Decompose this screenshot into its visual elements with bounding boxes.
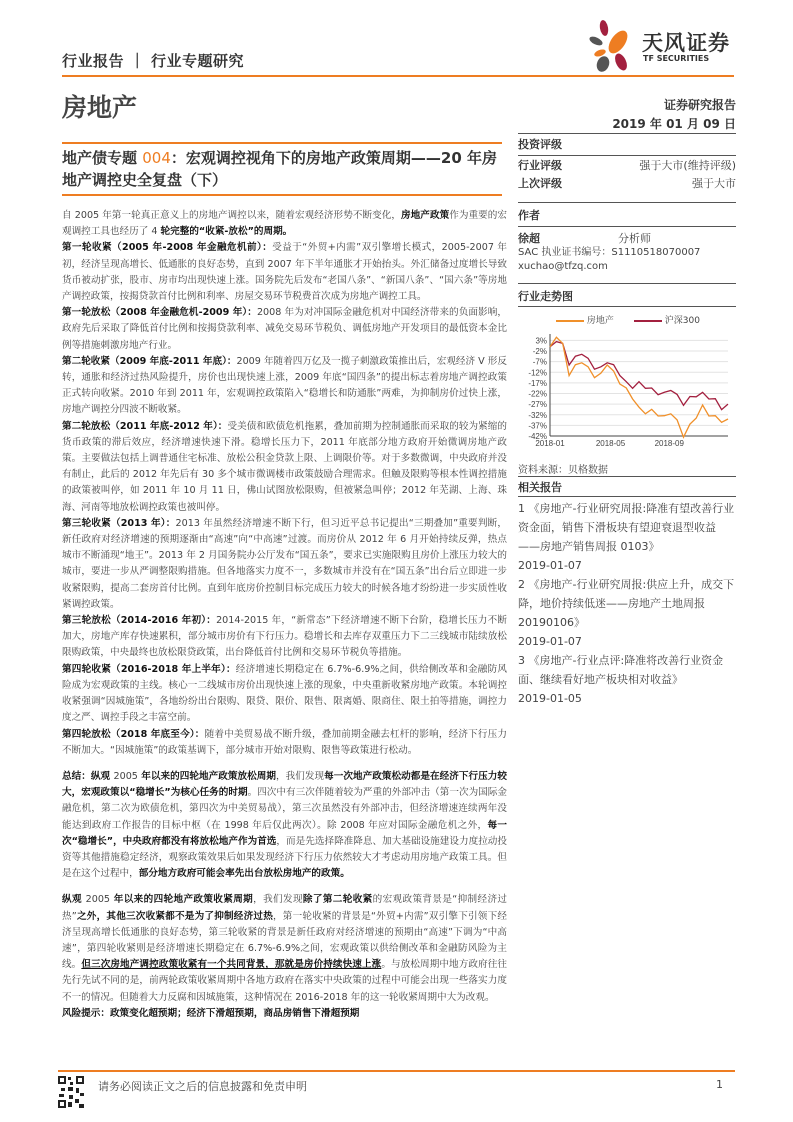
chart-source: 资料来源：贝格数据 <box>518 465 608 476</box>
svg-text:-27%: -27% <box>528 400 547 410</box>
related-section-title: 相关报告 <box>518 476 736 497</box>
related-report-title[interactable]: 1 《房地产-行业研究周报:降准有望改善行业资金面，销售下滑板块有望迎衰退型收益——房地产销售周报 0103》 <box>518 502 735 553</box>
related-report-item[interactable] <box>518 651 736 708</box>
header-divider <box>62 75 734 77</box>
related-reports-panel <box>518 476 736 708</box>
svg-text:3%: 3% <box>535 336 547 346</box>
sector-title: 房地产 <box>62 93 138 122</box>
summary-easing-paragraph: 总结：纵观 2005 年以来的四轮地产政策放松周期，我们发现每一次地产政策松动都是在经济下行压力较大，宏观政策以“稳增长”为核心任务的时期。四次中有三次伴随着较为严重的外部冲击（第一次为国际金融危机，第二次为欧债危机，第四次为中美贸易战），第三次虽然没有外部冲击，但经济增速连续两年没能达到政府工作报告的目标中枢（在 1998 年后仅此两次）。除 2008 年应对国际金融危机之外，每一次“稳增长”，中央政府都没有将放松地产作为首选，而是先选择降准降息、加大基础设施建设力度拉动投资等其他措施稳定经济，观察政策效果后如果发现经济下行压力依然较大才考虑动用房地产政策工具。但是在这个过程中，部分地方政府可能会率先出台放松房地产的政策。 <box>62 770 508 880</box>
cycle-paragraph-7: 第四轮收紧（2016-2018 年上半年）：经济增速长期稳定在 6.7%-6.9%之间，供给侧改革和金融防风险成为宏观政策的主线。核心一二线城市房价出现快速上涨的现象，中央重新收紧房地产政策。本轮调控收紧强调“因城施策”，各地纷纷出台限购、限贷、限价、限售、限离婚、限商住、限土拍等措施，调控力度之严、调控手段之丰富空前。 <box>62 663 507 724</box>
report-category: 行业报告 ｜ 行业专题研究 <box>62 52 244 70</box>
legend-item-csi300: 沪深300 <box>634 313 700 326</box>
related-report-title[interactable]: 2 《房地产-行业研究周报:供应上升，成交下降，地价持续低迷——房地产土地周报 20190106》 <box>518 578 735 629</box>
svg-text:-22%: -22% <box>528 389 547 399</box>
intro-paragraph: 自 2005 年第一轮真正意义上的房地产调控以来，随着宏观经济形势不断变化，房地产政策作为重要的宏观调控工具也经历了 4 轮完整的“收紧-放松”的周期。 <box>62 210 508 238</box>
title-rest: ：宏观调控视角下的房地产政策周期——20 年房地产调控史全复盘（下） <box>62 149 497 189</box>
related-report-date: 2019-01-07 <box>518 559 582 572</box>
report-type: 证券研究报告 <box>663 98 736 112</box>
svg-text:2018-09: 2018-09 <box>654 439 684 448</box>
svg-text:-17%: -17% <box>528 378 547 388</box>
author-sac-number: SAC 执业证书编号：S1110518070007 <box>518 247 701 258</box>
svg-text:-37%: -37% <box>528 421 547 431</box>
svg-text:-12%: -12% <box>528 368 547 378</box>
cycle-paragraph-1: 第一轮收紧（2005 年-2008 年金融危机前）：受益于“外贸+内需”双引擎增长模式，2005-2007 年初，经济呈现高增长、低通胀的良好态势，直到 2007 年下半年通胀才开始抬头。外汇储备过度增长导致货币被动扩张，股市、房市均出现快速上涨。国务院先后发布“老国八条”、“新国八条”、“国六条”等房地产调控政策，按揭贷款首付比例和利率、房屋交易环节税费首次成为房地产调控工具。 <box>62 242 508 303</box>
cycle-paragraph-6: 第三轮放松（2014-2016 年初）：2014-2015 年，“新常态”下经济增速不断下台阶，稳增长压力不断加大，房地产库存快速累积，部分城市房价有下行压力。稳增长和去库存双重压力下二三线城市陆续放松限购政策，中央最终也放松限贷政策，出台降低首付比例和交易环节税负等措施。 <box>62 615 507 659</box>
summary-tightening-paragraph: 纵观 2005 年以来的四轮地产政策收紧周期，我们发现除了第二轮收紧的宏观政策背景是“抑制经济过热”之外，其他三次收紧都不是为了抑制经济过热，第一轮收紧的背景是“外贸+内需”双引擎下引领下经济呈现高增长低通胀的良好态势，第三轮收紧的背景是新任政府对经济增速的预期由“高速”下调为“中高速”，第四轮收紧则是经济增速长期稳定在 6.7%-6.9%之间，宏观政策以供给侧改革和金融防风险为主线。但三次房地产调控政策收紧有一个共同背景，那就是房价持续快速上涨。与放松周期中地方政府往往先行先试不同的是，前两轮政策收紧周期中各地方政府在落实中央政策的过程中可能会出现一些落实力度不一的情况。但随着大力反腐和因城施策，这种情况在 2016-2018 年的这一轮收紧周期中大为改观。 <box>62 894 508 1003</box>
author-section-title: 作者 <box>518 202 736 223</box>
related-report-date: 2019-01-05 <box>518 692 582 705</box>
cycle-paragraph-4: 第二轮放松（2011 年底-2012 年）：受美债和欧债危机拖累，叠加前期为控制通胀而采取的较为紧缩的货币政策的滞后效应，经济增速快速下滑。稳增长压力下，2011 年底部分地方政府开始微调房地产政策。主要做法包括上调普通住宅标准、放松公积金贷款上限、上调限价等。对于多数微调，中央政府并没有制止，此后的 2012 年先后有 30 多个城市微调楼市政策鼓励合理需求。但触及限购等根本性调控措施的政策被叫停，如 2011 年 10 月 11 日，佛山试图放松限购，但被紧急叫停；2012 年芜湖、上海、珠海、河南等地放松调控政策也被叫停。 <box>62 420 508 513</box>
svg-text:-2%: -2% <box>532 347 547 356</box>
svg-text:2018-05: 2018-05 <box>595 439 626 448</box>
chart-legend <box>556 313 736 326</box>
disclaimer-link[interactable]: 请务必阅读正文之后的信息披露和免责申明 <box>98 1080 307 1093</box>
svg-text:2018-01: 2018-01 <box>535 439 565 448</box>
summary-body <box>62 208 507 1022</box>
page-number: 1 <box>716 1078 723 1091</box>
legend-item-property: 房地产 <box>556 313 614 326</box>
title-bottom-rule <box>62 194 502 196</box>
author-email[interactable]: xuchao@tfzq.com <box>518 261 608 272</box>
qr-code-icon <box>58 1076 84 1108</box>
brand-name-en: TF SECURITIES <box>643 54 710 63</box>
svg-text:-42%: -42% <box>528 432 547 441</box>
related-report-title[interactable]: 3 《房地产-行业点评:降准将改善行业资金面、继续看好地产板块相对收益》 <box>518 654 724 686</box>
report-date: 2019 年 01 月 09 日 <box>612 117 736 131</box>
rating-section-title: 投资评级 <box>518 133 736 152</box>
brand-name-cn: 天风证券 <box>642 31 730 55</box>
author-name: 徐超 <box>518 232 540 245</box>
author-role: 分析师 <box>618 232 651 245</box>
title-prefix: 地产债专题 <box>62 149 143 167</box>
title-number: 004 <box>142 149 171 167</box>
trend-panel <box>518 283 736 478</box>
previous-rating-value: 强于大市 <box>692 177 736 190</box>
industry-rating-label: 行业评级 <box>518 159 562 172</box>
cycle-paragraph-3: 第二轮收紧（2009 年底-2011 年底）：2009 年随着四万亿及一揽子刺激政策推出后，宏观经济 V 形反转，通胀和经济过热风险提升，房价也出现快速上涨，2009 年底“国四条”的提出标志着房地产调控政策正式转向收紧。2010 年到 2011 年，宏观调控政策陷入“稳增长和防通胀”两难，为抑制房价过快上涨，房地产调控分四波不断收紧。 <box>62 355 507 416</box>
svg-text:-32%: -32% <box>528 410 547 420</box>
title-top-rule <box>62 142 502 144</box>
previous-rating-label: 上次评级 <box>518 177 562 190</box>
related-report-item[interactable] <box>518 575 736 651</box>
svg-text:-7%: -7% <box>532 357 547 367</box>
related-reports-list <box>518 499 736 708</box>
trend-line-chart <box>518 326 736 456</box>
footer-divider <box>58 1070 735 1072</box>
industry-rating-value: 强于大市(维持评级) <box>639 159 736 172</box>
author-panel <box>518 202 736 274</box>
cycle-paragraph-2: 第一轮放松（2008 年金融危机-2009 年）：2008 年为对冲国际金融危机对中国经济带来的负面影响，政府先后采取了降低首付比例和按揭贷款利率、减免交易环节税负、调低房地产开发项目的最低资本金比例等措施刺激房地产行业。 <box>62 307 508 351</box>
risk-warning: 风险提示：政策变化超预期；经济下滑超预期，商品房销售下滑超预期 <box>62 1007 360 1019</box>
related-report-item[interactable] <box>518 499 736 575</box>
report-title <box>62 147 502 191</box>
trend-section-title: 行业走势图 <box>518 283 736 307</box>
related-report-date: 2019-01-07 <box>518 635 582 648</box>
rating-panel <box>518 133 736 193</box>
cycle-paragraph-5: 第三轮收紧（2013 年）：2013 年虽然经济增速不断下行，但习近平总书记提出“三期叠加”重要判断，新任政府对经济增速的预期逐渐由“高速”向“中高速”过渡。而房价从 2012 年 6 月开始持续反弹，热点城市不断涌现“地王”。2013 年 2 月国务院办公厅发布“国五条”，要求已实施限购且房价上涨压力较大的城市，要进一步从严调整限购措施。但各地落实力度不一，多数城市并没有在“国五条”出台后立即进一步收紧限购，提高二套房首付比例。直到年底房价控制目标完成压力较大的时候各地才纷纷进一步实质性收紧调控政策。 <box>62 517 508 610</box>
cycle-paragraph-8: 第四轮放松（2018 年底至今）：随着中美贸易战不断升级，叠加前期金融去杠杆的影响，经济下行压力不断加大。“因城施策”的政策基调下，部分城市开始对限购、限售等政策进行松动。 <box>62 728 508 756</box>
